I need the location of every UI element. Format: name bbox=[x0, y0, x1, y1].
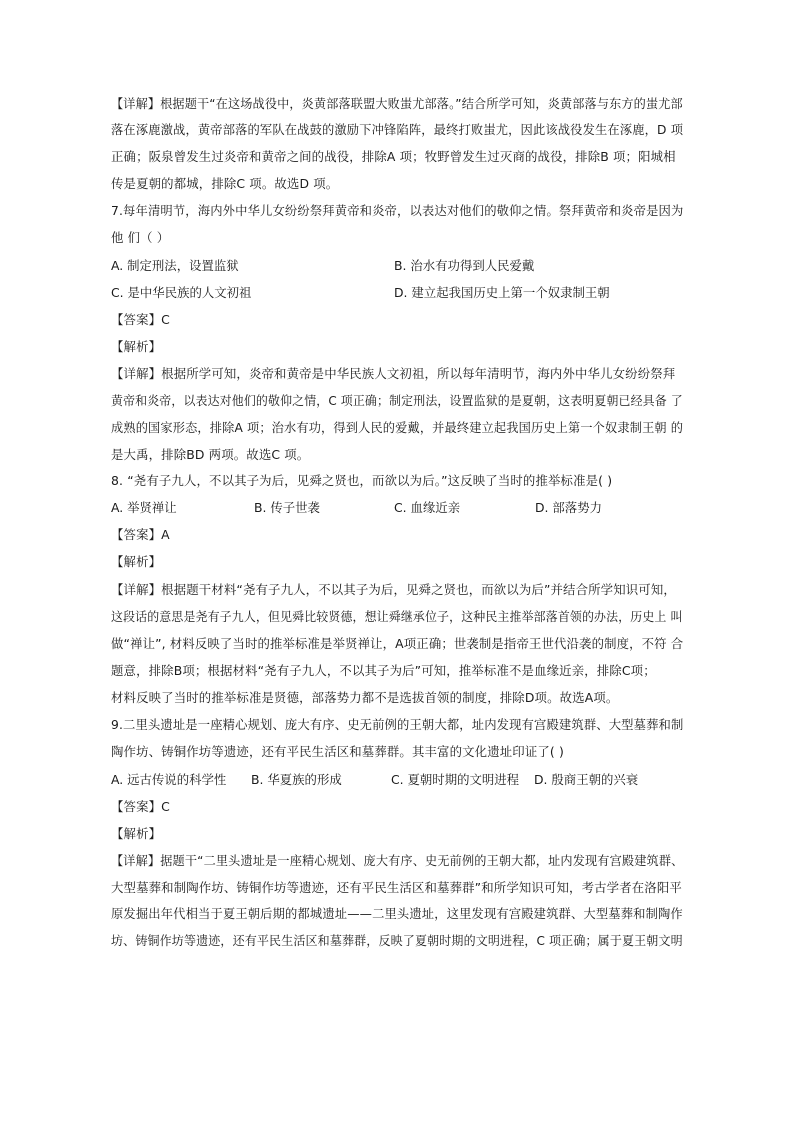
question-7-stem: 他 们（ ） bbox=[111, 230, 170, 245]
q8-analysis-heading: 【解析】 bbox=[111, 554, 162, 569]
q9-explanation: 【详解】据题干“二里头遗址是一座精心规划、庞大有序、史无前例的王朝大都，址内发现有宫殿建筑群、 bbox=[111, 853, 684, 868]
q8-explanation: 材料反映了当时的推举标准是贤德，部落势力都不是选拔首领的制度，排除D项。故选A项。 bbox=[111, 690, 619, 705]
q8-option-a: A. 举贤禅让 bbox=[111, 500, 177, 515]
q7-explanation: 是大禹，排除BD 两项。故选C 项。 bbox=[111, 447, 310, 462]
q9-answer: 【答案】C bbox=[111, 799, 170, 814]
q6-explanation: 正确；阪泉曾发生过炎帝和黄帝之间的战役，排除A 项；牧野曾发生过灭商的战役，排除B 项；阳城相 bbox=[111, 149, 676, 164]
question-9-stem: 9.二里头遗址是一座精心规划、庞大有序、史无前例的王朝大都，址内发现有宫殿建筑群、大型墓葬和制 bbox=[111, 717, 684, 732]
q6-explanation: 传是夏朝的都城，排除C 项。故选D 项。 bbox=[111, 176, 339, 191]
q8-explanation: 【详解】根据题干材料“尧有子九人，不以其子为后，见舜之贤也，而欲以为后”并结合所学知识可知， bbox=[111, 582, 676, 597]
q7-answer: 【答案】C bbox=[111, 312, 170, 327]
q7-explanation: 成熟的国家形态，排除A 项；治水有功，得到人民的爱戴，并最终建立起我国历史上第一个奴隶制王朝 的 bbox=[111, 420, 684, 435]
q9-explanation: 原发掘出年代相当于夏王朝后期的都城遗址——二里头遗址，这里发现有宫殿建筑群、大型墓葬和制陶作 bbox=[111, 906, 683, 921]
q9-option-a: A. 远古传说的科学性 bbox=[111, 772, 227, 787]
q9-explanation: 大型墓葬和制陶作坊、铸铜作坊等遗迹，还有平民生活区和墓葬群”和所学知识可知，考古学者在洛阳平 bbox=[111, 880, 682, 895]
q9-option-b: B. 华夏族的形成 bbox=[251, 772, 342, 787]
q7-option-c: C. 是中华民族的人文初祖 bbox=[111, 285, 252, 300]
q7-option-a: A. 制定刑法，设置监狱 bbox=[111, 258, 239, 273]
q8-explanation: 这段话的意思是尧有子九人，但见舜比较贤德，想让舜继承位子，这种民主推举部落首领的办法，历史上 叫 bbox=[111, 609, 683, 624]
question-8-stem: 8. “尧有子九人，不以其子为后，见舜之贤也，而欲以为后。”这反映了当时的推举标准是( ) bbox=[111, 473, 613, 488]
q7-explanation: 【详解】根据所学可知，炎帝和黄帝是中华民族人文初祖，所以每年清明节，海内外中华儿女纷纷祭拜 bbox=[111, 366, 676, 381]
q8-option-b: B. 传子世袭 bbox=[254, 500, 320, 515]
q8-explanation: 做“禅让”, 材料反映了当时的推举标准是举贤禅让，A项正确；世袭制是指帝王世代沿袭的制度，不符 合 bbox=[111, 636, 684, 651]
q9-explanation: 坊、铸铜作坊等遗迹，还有平民生活区和墓葬群，反映了夏朝时期的文明进程，C 项正确；属于夏王朝文明 bbox=[111, 933, 683, 948]
q6-explanation: 落在涿鹿激战，黄帝部落的军队在战鼓的激励下冲锋陷阵，最终打败蚩尤，因此该战役发生在涿鹿，D 项 bbox=[111, 122, 684, 137]
q8-answer: 【答案】A bbox=[111, 527, 170, 542]
question-9-stem: 陶作坊、铸铜作坊等遗迹，还有平民生活区和墓葬群。其丰富的文化遗址印证了( ) bbox=[111, 744, 564, 759]
q7-option-b: B. 治水有功得到人民爱戴 bbox=[394, 258, 535, 273]
q7-analysis-heading: 【解析】 bbox=[111, 339, 162, 354]
q8-option-c: C. 血缘近亲 bbox=[394, 500, 461, 515]
q8-option-d: D. 部落势力 bbox=[535, 500, 602, 515]
q9-option-d: D. 殷商王朝的兴衰 bbox=[534, 772, 639, 787]
q9-option-c: C. 夏朝时期的文明进程 bbox=[391, 772, 520, 787]
q7-explanation: 黄帝和炎帝，以表达对他们的敬仰之情，C 项正确；制定刑法，设置监狱的是夏朝，这表明夏朝已经具备 了 bbox=[111, 393, 683, 408]
q7-option-d: D. 建立起我国历史上第一个奴隶制王朝 bbox=[394, 285, 610, 300]
q9-analysis-heading: 【解析】 bbox=[111, 826, 162, 841]
q8-explanation: 题意，排除B项；根据材料“尧有子九人，不以其子为后”可知，推举标准不是血缘近亲，排除C项； bbox=[111, 663, 656, 678]
q6-explanation: 【详解】根据题干“在这场战役中，炎黄部落联盟大败蚩尤部落。”结合所学可知，炎黄部落与东方的蚩尤部 bbox=[111, 96, 683, 111]
question-7-stem: 7.每年清明节，海内外中华儿女纷纷祭拜黄帝和炎帝，以表达对他们的敬仰之情。祭拜黄帝和炎帝是因为 bbox=[111, 203, 684, 218]
